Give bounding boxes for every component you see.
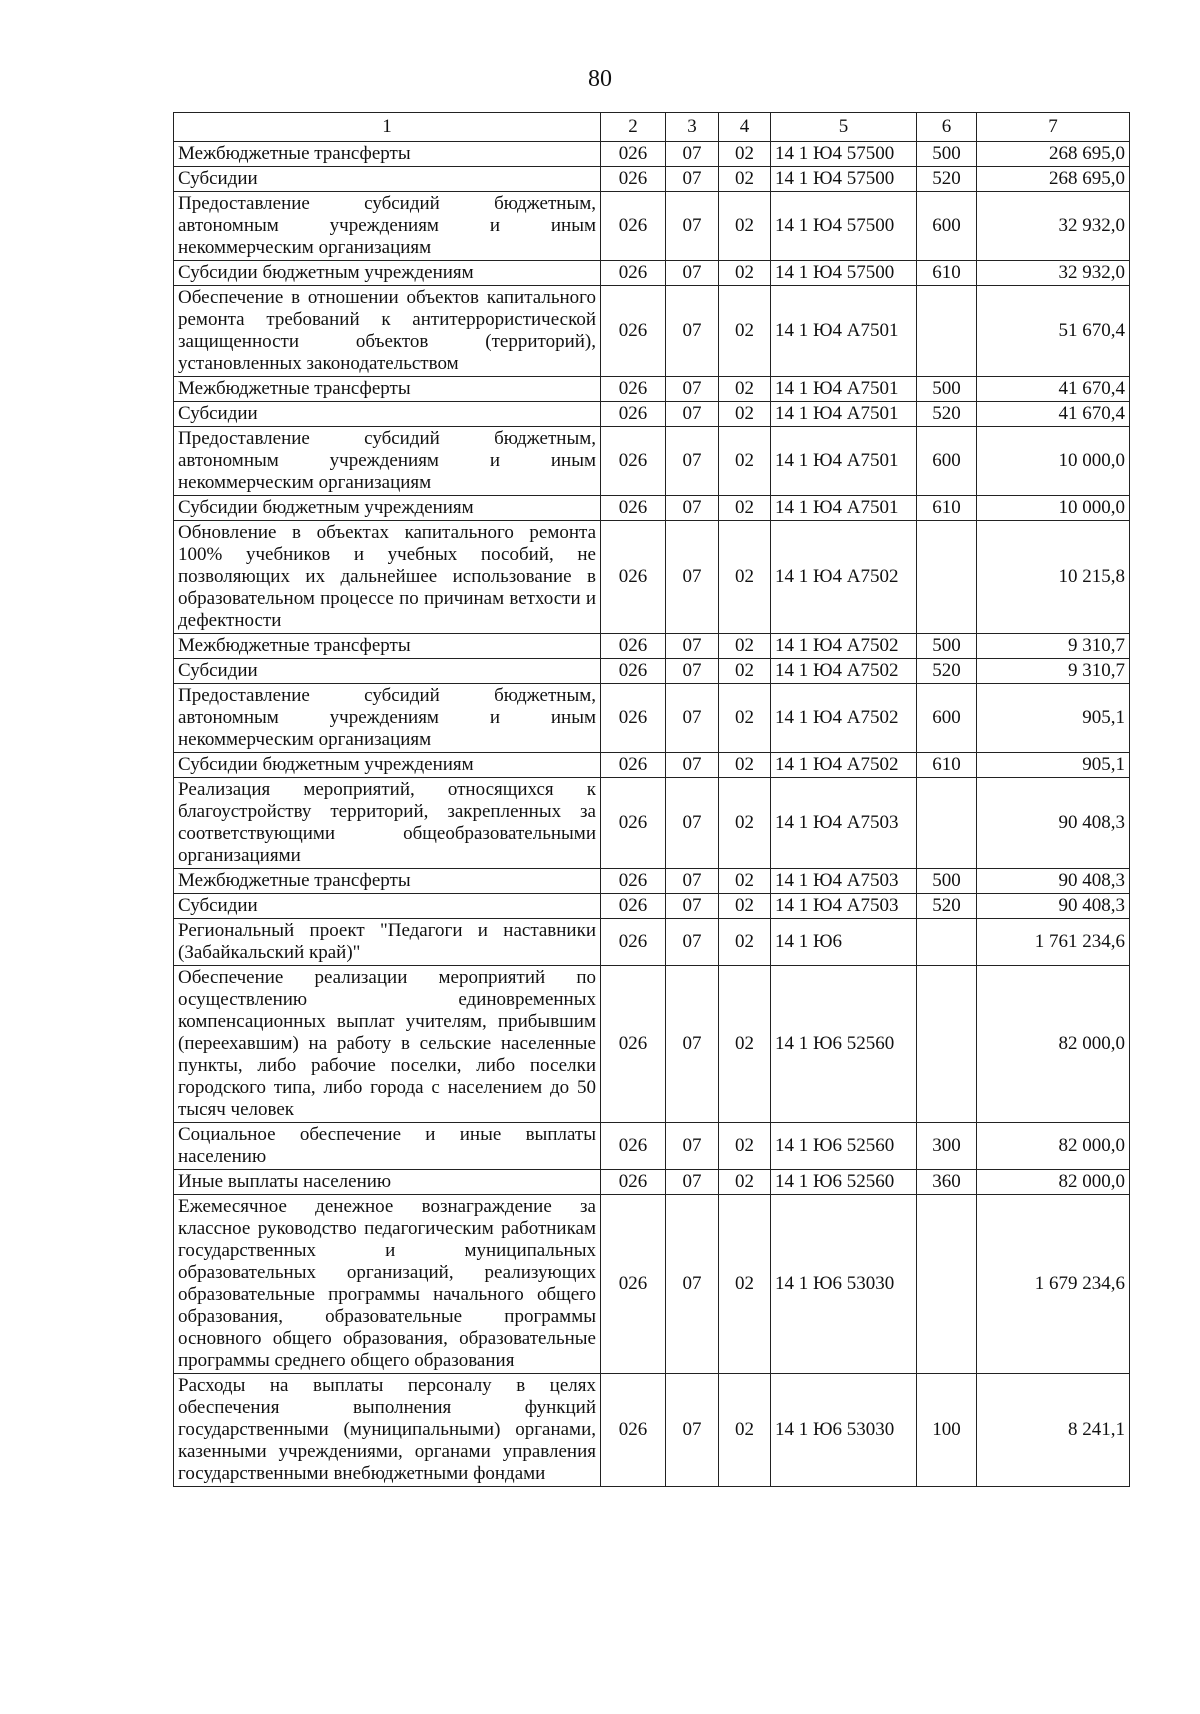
row-name-cell: Обеспечение в отношении объектов капитального ремонта требований к антитеррористической защищенности объектов (территорий), установленных законодательством [174,286,601,377]
row-amount-cell: 82 000,0 [977,1123,1130,1170]
row-target-cell: 14 1 Ю6 52560 [771,1170,917,1195]
table-row [174,778,1130,869]
row-type-cell: 520 [917,402,977,427]
row-type-cell: 520 [917,167,977,192]
row-target-cell: 14 1 Ю4 57500 [771,142,917,167]
header-col-7: 7 [977,113,1130,142]
row-type-cell [917,778,977,869]
row-target-cell: 14 1 Ю4 А7501 [771,427,917,496]
row-section-cell: 07 [666,869,719,894]
header-col-1: 1 [174,113,601,142]
row-type-cell: 600 [917,684,977,753]
row-target-cell: 14 1 Ю4 А7502 [771,753,917,778]
table-row [174,894,1130,919]
row-code-cell: 026 [601,869,666,894]
table-row [174,1123,1130,1170]
row-target-cell: 14 1 Ю6 [771,919,917,966]
row-amount-cell: 41 670,4 [977,402,1130,427]
header-col-2: 2 [601,113,666,142]
table-row [174,966,1130,1123]
row-code-cell: 026 [601,1170,666,1195]
row-type-cell: 600 [917,192,977,261]
row-subsection-cell: 02 [719,1170,771,1195]
row-type-cell [917,919,977,966]
row-code-cell: 026 [601,966,666,1123]
row-code-cell: 026 [601,496,666,521]
row-type-cell: 610 [917,496,977,521]
page-number: 80 [588,66,612,92]
row-amount-cell: 32 932,0 [977,261,1130,286]
table-row [174,261,1130,286]
row-section-cell: 07 [666,684,719,753]
row-name-cell: Субсидии [174,167,601,192]
row-target-cell: 14 1 Ю4 А7501 [771,496,917,521]
row-target-cell: 14 1 Ю4 57500 [771,167,917,192]
row-subsection-cell: 02 [719,894,771,919]
row-name-cell: Межбюджетные трансферты [174,377,601,402]
row-name-cell: Региональный проект "Педагоги и наставники (Забайкальский край)" [174,919,601,966]
table-row [174,1374,1130,1487]
row-amount-cell: 9 310,7 [977,659,1130,684]
row-target-cell: 14 1 Ю6 53030 [771,1374,917,1487]
row-code-cell: 026 [601,1123,666,1170]
row-type-cell: 100 [917,1374,977,1487]
row-name-cell: Реализация мероприятий, относящихся к благоустройству территорий, закрепленных за соответствующими общеобразовательными организациями [174,778,601,869]
header-col-5: 5 [771,113,917,142]
row-amount-cell: 905,1 [977,684,1130,753]
row-target-cell: 14 1 Ю4 57500 [771,192,917,261]
row-section-cell: 07 [666,377,719,402]
row-section-cell: 07 [666,966,719,1123]
row-target-cell: 14 1 Ю4 А7501 [771,286,917,377]
row-subsection-cell: 02 [719,142,771,167]
row-subsection-cell: 02 [719,966,771,1123]
table-body [174,142,1130,1487]
table-row [174,659,1130,684]
row-type-cell: 610 [917,261,977,286]
table-row [174,684,1130,753]
row-subsection-cell: 02 [719,402,771,427]
row-section-cell: 07 [666,753,719,778]
row-code-cell: 026 [601,1195,666,1374]
row-code-cell: 026 [601,427,666,496]
row-code-cell: 026 [601,1374,666,1487]
row-amount-cell: 268 695,0 [977,142,1130,167]
row-code-cell: 026 [601,286,666,377]
row-type-cell [917,521,977,634]
table-row [174,167,1130,192]
row-type-cell: 610 [917,753,977,778]
row-subsection-cell: 02 [719,377,771,402]
row-code-cell: 026 [601,261,666,286]
row-code-cell: 026 [601,684,666,753]
row-name-cell: Социальное обеспечение и иные выплаты населению [174,1123,601,1170]
row-amount-cell: 90 408,3 [977,894,1130,919]
header-col-3: 3 [666,113,719,142]
table-row [174,286,1130,377]
row-code-cell: 026 [601,167,666,192]
budget-table [173,112,1130,1487]
row-section-cell: 07 [666,402,719,427]
row-code-cell: 026 [601,919,666,966]
row-type-cell [917,966,977,1123]
row-amount-cell: 82 000,0 [977,1170,1130,1195]
row-name-cell: Межбюджетные трансферты [174,142,601,167]
row-subsection-cell: 02 [719,1123,771,1170]
row-target-cell: 14 1 Ю4 А7502 [771,684,917,753]
row-code-cell: 026 [601,894,666,919]
table-row [174,427,1130,496]
row-code-cell: 026 [601,659,666,684]
row-name-cell: Предоставление субсидий бюджетным, автономным учреждениям и иным некоммерческим организациям [174,427,601,496]
row-section-cell: 07 [666,1170,719,1195]
table-row [174,1170,1130,1195]
row-subsection-cell: 02 [719,521,771,634]
row-amount-cell: 1 679 234,6 [977,1195,1130,1374]
row-code-cell: 026 [601,753,666,778]
table-row [174,753,1130,778]
row-amount-cell: 82 000,0 [977,966,1130,1123]
row-name-cell: Ежемесячное денежное вознаграждение за классное руководство педагогическим работникам государственных и муниципальных образовательных организаций, реализующих образовательные программы начального общего образования, образовательные программы основного общего образования, образовательные программы среднего общего образования [174,1195,601,1374]
row-section-cell: 07 [666,1195,719,1374]
row-amount-cell: 51 670,4 [977,286,1130,377]
row-amount-cell: 268 695,0 [977,167,1130,192]
row-type-cell: 500 [917,142,977,167]
row-name-cell: Субсидии [174,659,601,684]
row-target-cell: 14 1 Ю4 А7502 [771,521,917,634]
row-amount-cell: 8 241,1 [977,1374,1130,1487]
table-row [174,496,1130,521]
row-name-cell: Расходы на выплаты персоналу в целях обеспечения выполнения функций государственными (муниципальными) органами, казенными учреждениями, органами управления государственными внебюджетными фондами [174,1374,601,1487]
row-section-cell: 07 [666,192,719,261]
table-row [174,1195,1130,1374]
row-target-cell: 14 1 Ю4 А7503 [771,778,917,869]
row-subsection-cell: 02 [719,659,771,684]
header-col-6: 6 [917,113,977,142]
row-type-cell: 520 [917,894,977,919]
header-row [174,113,1130,142]
row-section-cell: 07 [666,496,719,521]
row-type-cell: 360 [917,1170,977,1195]
row-subsection-cell: 02 [719,167,771,192]
row-type-cell: 520 [917,659,977,684]
row-subsection-cell: 02 [719,286,771,377]
row-type-cell [917,286,977,377]
row-subsection-cell: 02 [719,261,771,286]
row-section-cell: 07 [666,1374,719,1487]
row-code-cell: 026 [601,521,666,634]
row-subsection-cell: 02 [719,919,771,966]
row-code-cell: 026 [601,778,666,869]
row-target-cell: 14 1 Ю4 А7501 [771,402,917,427]
row-subsection-cell: 02 [719,869,771,894]
row-subsection-cell: 02 [719,192,771,261]
row-type-cell: 300 [917,1123,977,1170]
row-type-cell: 600 [917,427,977,496]
row-code-cell: 026 [601,142,666,167]
row-subsection-cell: 02 [719,427,771,496]
row-name-cell: Межбюджетные трансферты [174,634,601,659]
row-target-cell: 14 1 Ю4 А7502 [771,634,917,659]
row-name-cell: Предоставление субсидий бюджетным, автономным учреждениям и иным некоммерческим организациям [174,192,601,261]
row-name-cell: Межбюджетные трансферты [174,869,601,894]
row-amount-cell: 10 215,8 [977,521,1130,634]
row-section-cell: 07 [666,427,719,496]
row-type-cell: 500 [917,377,977,402]
row-target-cell: 14 1 Ю4 А7503 [771,869,917,894]
row-amount-cell: 32 932,0 [977,192,1130,261]
row-target-cell: 14 1 Ю4 А7502 [771,659,917,684]
row-name-cell: Обновление в объектах капитального ремонта 100% учебников и учебных пособий, не позволяющих их дальнейшее использование в образовательном процессе по причинам ветхости и дефектности [174,521,601,634]
row-code-cell: 026 [601,192,666,261]
row-name-cell: Субсидии бюджетным учреждениям [174,261,601,286]
row-name-cell: Иные выплаты населению [174,1170,601,1195]
row-name-cell: Субсидии бюджетным учреждениям [174,753,601,778]
row-target-cell: 14 1 Ю4 А7501 [771,377,917,402]
row-amount-cell: 905,1 [977,753,1130,778]
row-name-cell: Субсидии бюджетным учреждениям [174,496,601,521]
header-col-4: 4 [719,113,771,142]
table-row [174,919,1130,966]
row-amount-cell: 1 761 234,6 [977,919,1130,966]
row-name-cell: Субсидии [174,402,601,427]
table-row [174,402,1130,427]
row-name-cell: Обеспечение реализации мероприятий по осуществлению единовременных компенсационных выплат учителям, прибывшим (переехавшим) на работу в сельские населенные пункты, либо рабочие поселки, либо поселки городского типа, либо города с населением до 50 тысяч человек [174,966,601,1123]
row-subsection-cell: 02 [719,684,771,753]
row-subsection-cell: 02 [719,634,771,659]
row-amount-cell: 90 408,3 [977,778,1130,869]
table-row [174,192,1130,261]
row-amount-cell: 41 670,4 [977,377,1130,402]
row-target-cell: 14 1 Ю4 57500 [771,261,917,286]
table-row [174,142,1130,167]
row-section-cell: 07 [666,778,719,869]
row-subsection-cell: 02 [719,753,771,778]
row-target-cell: 14 1 Ю6 52560 [771,1123,917,1170]
row-name-cell: Предоставление субсидий бюджетным, автономным учреждениям и иным некоммерческим организациям [174,684,601,753]
row-amount-cell: 10 000,0 [977,427,1130,496]
table-row [174,377,1130,402]
row-section-cell: 07 [666,634,719,659]
row-section-cell: 07 [666,167,719,192]
row-section-cell: 07 [666,261,719,286]
table-row [174,634,1130,659]
table-row [174,521,1130,634]
row-section-cell: 07 [666,1123,719,1170]
row-target-cell: 14 1 Ю6 53030 [771,1195,917,1374]
row-target-cell: 14 1 Ю6 52560 [771,966,917,1123]
row-target-cell: 14 1 Ю4 А7503 [771,894,917,919]
row-amount-cell: 90 408,3 [977,869,1130,894]
row-section-cell: 07 [666,142,719,167]
row-subsection-cell: 02 [719,1374,771,1487]
row-subsection-cell: 02 [719,496,771,521]
row-type-cell: 500 [917,634,977,659]
row-subsection-cell: 02 [719,778,771,869]
row-section-cell: 07 [666,919,719,966]
row-amount-cell: 10 000,0 [977,496,1130,521]
row-name-cell: Субсидии [174,894,601,919]
row-amount-cell: 9 310,7 [977,634,1130,659]
row-section-cell: 07 [666,894,719,919]
row-section-cell: 07 [666,659,719,684]
row-section-cell: 07 [666,521,719,634]
row-subsection-cell: 02 [719,1195,771,1374]
row-type-cell: 500 [917,869,977,894]
table-row [174,869,1130,894]
row-code-cell: 026 [601,377,666,402]
row-code-cell: 026 [601,634,666,659]
row-type-cell [917,1195,977,1374]
row-code-cell: 026 [601,402,666,427]
row-section-cell: 07 [666,286,719,377]
